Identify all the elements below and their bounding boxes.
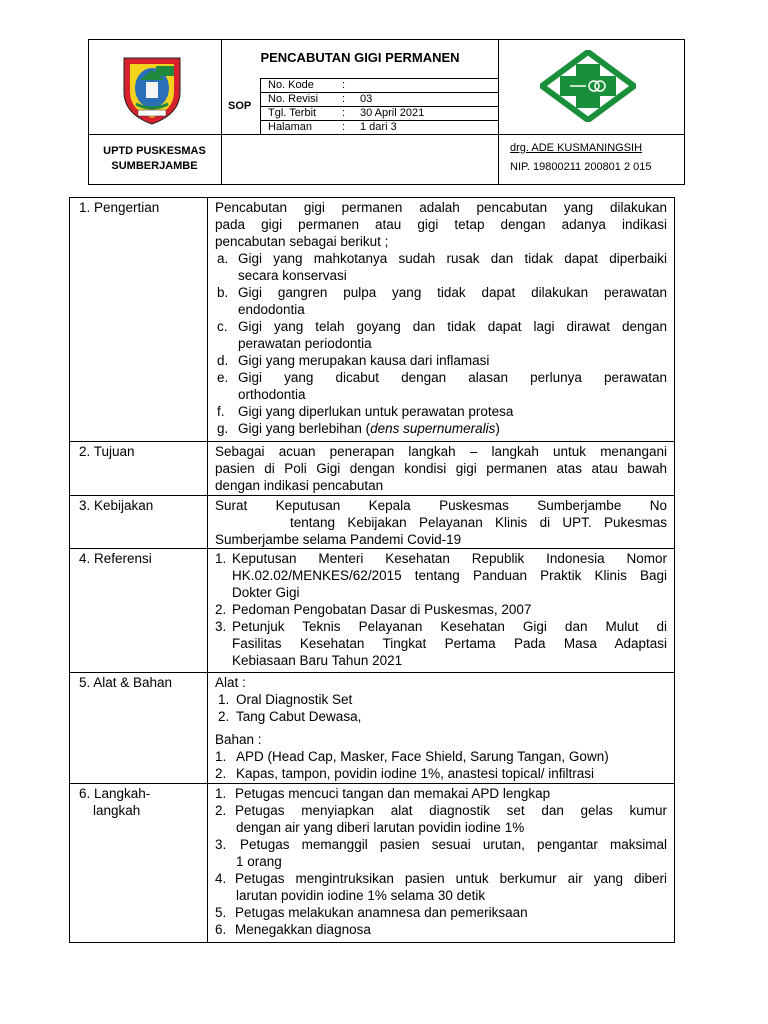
list-item [215,550,667,601]
text-line: Kapas, tampon, povidin iodine 1%, anastesi topical/ infiltrasi [236,766,594,781]
section-label-tujuan: 2. Tujuan [79,444,135,459]
text-line: Petugas memanggil pasien sesuai urutan, pengantar maksimal [240,837,667,852]
meta-key: No. Kode [268,79,314,91]
list-item [215,748,667,765]
signer-nip: NIP. 19800211 200801 2 015 [510,161,652,173]
text-line: Gigi yang diperlukan untuk perawatan protesa [238,404,514,419]
text-line: Gigi yang mahkotanya sudah rusak dan tidak dapat diperbaiki [238,251,667,266]
row-divider [69,783,675,784]
meta-sep: : [342,93,346,105]
meta-key: Tgl. Terbit [268,107,317,119]
document-title: PENCABUTAN GIGI PERMANEN [260,50,460,65]
text-line: Pedoman Pengobatan Dasar di Puskesmas, 2007 [232,602,532,617]
list-marker: a. [217,251,229,266]
meta-sep: : [342,107,346,119]
text-line [238,420,667,437]
text-line: perawatan periodontia [238,336,372,351]
header-divider [498,39,499,185]
meta-key: Halaman [268,121,313,133]
list-item [217,318,667,352]
text-line: Keputusan Menteri Kesehatan Republik Indonesia Nomor [232,551,667,566]
meta-sep: : [342,121,346,133]
list-marker: 1. [215,749,227,764]
text-line: APD (Head Cap, Masker, Face Shield, Sarung Tangan, Gown) [236,749,609,764]
text-line: secara konservasi [238,268,347,283]
text-line: orthodontia [238,387,306,402]
section-body-langkah [215,785,667,938]
text-line: HK.02.02/MENKES/62/2015 tentang Panduan Praktik Klinis Bagi [232,568,667,583]
regional-emblem [116,52,188,126]
text-line: Kebiasaan Baru Tahun 2021 [232,653,403,668]
meta-value: 30 April 2021 [360,107,425,119]
text-line: dengan indikasi pencabutan [215,478,384,493]
label-line: langkah [93,803,141,818]
list-item [215,785,667,802]
list-marker: b. [217,285,229,300]
text-line: Sumberjambe selama Pandemi Covid-19 [215,532,462,547]
list-item [215,802,667,836]
list-marker: g. [217,421,229,436]
text-line: pasien di Poli Gigi dengan kondisi gigi permanen atas atau bawah [215,461,667,476]
list-marker: 3. [215,837,227,852]
list-marker: 2. [215,602,227,617]
text-line: Petugas mencuci tangan dan memakai APD lengkap [235,786,551,801]
list-item [215,904,667,921]
text-line: Gigi yang telah goyang dan tidak dapat lagi dirawat dengan [238,319,667,334]
text-line: Petunjuk Teknis Pelayanan Kesehatan Gigi dan Mulut di [232,619,667,634]
section-body-tujuan [215,443,667,494]
text-line: pada gigi permanen atau gigi tetap dengan adanya indikasi [215,217,667,232]
header-divider [88,134,685,135]
unit-name [88,144,221,174]
text-line: Sebagai acuan penerapan langkah – langkah untuk menangani [215,444,667,459]
text-line: Oral Diagnostik Set [236,692,353,707]
signer-name: drg. ADE KUSMANINGSIH [510,142,643,154]
text-line: Gigi yang merupakan kausa dari inflamasi [238,353,490,368]
list-item [217,403,667,420]
list-marker: d. [217,353,229,368]
list-marker: 2. [218,709,230,724]
list-item [218,691,667,708]
list-marker: 4. [215,871,227,886]
row-divider [69,548,675,549]
text-line: pencabutan sebagai berikut ; [215,234,389,249]
puskesmas-logo [540,50,636,122]
section-label-referensi: 4. Referensi [79,551,152,566]
list-item [215,765,667,782]
list-marker: 6. [215,922,227,937]
text-line: tentang Kebijakan Pelayanan Klinis di UPT. Pukesmas [290,515,667,530]
meta-value: 03 [360,93,373,105]
list-marker: 1. [215,551,227,566]
list-marker: e. [217,370,229,385]
list-marker: 3. [215,619,227,634]
text-line: Tang Cabut Dewasa, [236,709,362,724]
list-item [215,921,667,938]
meta-key: No. Revisi [268,93,319,105]
text-line: Pencabutan gigi permanen adalah pencabutan yang dilakukan [215,200,667,215]
sop-label: SOP [228,100,252,112]
meta-value: 1 dari 3 [360,121,397,133]
unit-line: SUMBERJAMBE [111,160,198,172]
section-body-kebijakan [215,497,667,548]
text-fragment: ) [495,421,500,436]
text-line: Petugas melakukan anamnesa dan pemeriksaan [235,905,528,920]
text-line: Surat Keputusan Kepala Puskesmas Sumberjambe No [215,498,667,513]
list-marker: c. [217,319,228,334]
section-body-referensi [215,550,667,669]
meta-sep: : [342,79,346,91]
section-label-langkah [79,785,150,819]
text-fragment: Gigi yang berlebihan ( [238,421,371,436]
list-item [217,284,667,318]
alat-title: Alat : [215,675,246,690]
list-marker: 1. [215,786,227,801]
column-divider [207,197,208,943]
list-item [217,369,667,403]
list-marker: 1. [218,692,230,707]
bahan-title: Bahan : [215,732,262,747]
text-line: Petugas menyiapkan alat diagnostik set dan gelas kumur [235,803,667,818]
text-line: dengan air yang diberi larutan povidin iodine 1% [236,820,525,835]
section-label-kebijakan: 3. Kebijakan [79,498,154,513]
text-line: Menegakkan diagnosa [235,922,371,937]
unit-line: UPTD PUSKESMAS [103,145,206,157]
section-body-pengertian [215,199,667,437]
row-divider [69,672,675,673]
text-line: endodontia [238,302,305,317]
text-line: Gigi yang dicabut dengan alasan perlunya perawatan [238,370,667,385]
list-item [215,836,667,870]
text-line: Gigi gangren pulpa yang tidak dapat dilakukan perawatan [238,285,667,300]
section-label-alat: 5. Alat & Bahan [79,675,173,690]
list-marker: 2. [215,803,227,818]
list-item [215,870,667,904]
row-divider [69,441,675,442]
text-line: larutan povidin iodine 1% selama 30 detik [236,888,486,903]
list-item [217,420,667,437]
section-label-pengertian: 1. Pengertian [79,200,160,215]
list-item [215,601,667,618]
list-marker: 5. [215,905,227,920]
list-item [215,618,667,669]
section-body-alat [215,674,667,782]
row-divider [69,495,675,496]
text-line: 1 orang [236,854,282,869]
list-item [218,708,667,725]
text-line: Dokter Gigi [232,585,300,600]
list-item [217,250,667,284]
list-marker: f. [217,404,225,419]
text-line: Fasilitas Kesehatan Tingkat Pertama Pada Masa Adaptasi [232,636,667,651]
label-line: 6. Langkah- [79,786,151,801]
italic-term: dens supernumeralis [370,421,496,436]
list-marker: 2. [215,766,227,781]
list-item [217,352,667,369]
text-line: Petugas mengintruksikan pasien untuk berkumur air yang diberi [235,871,667,886]
